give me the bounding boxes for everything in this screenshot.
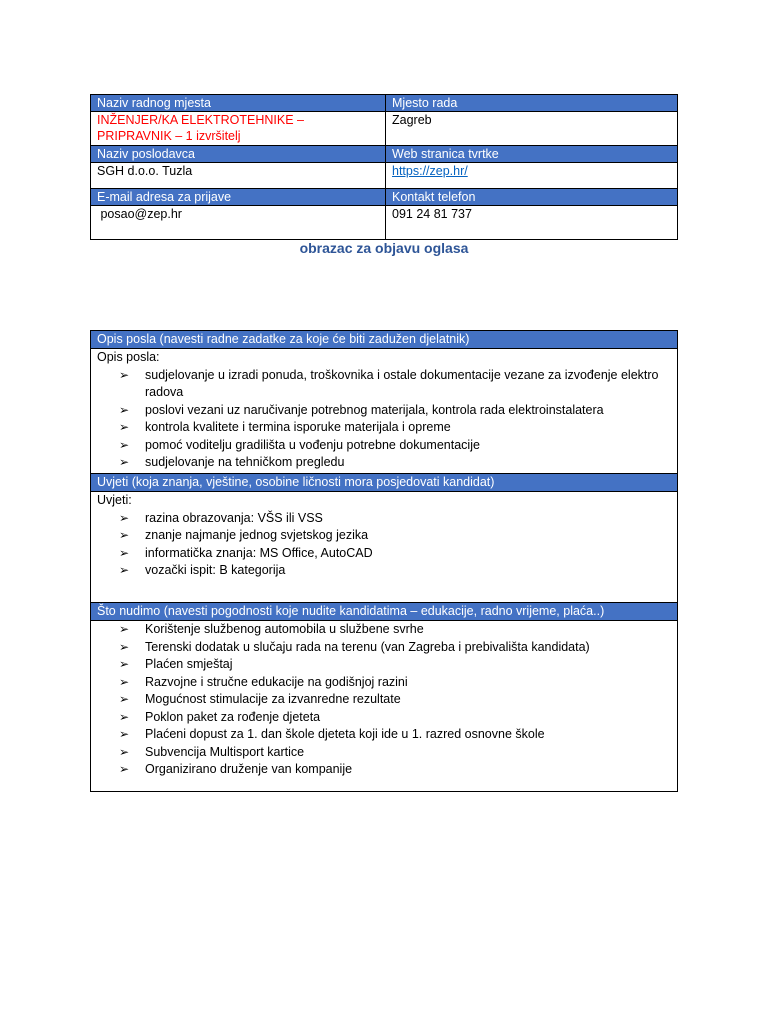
info-row-3-values <box>91 206 678 240</box>
location-value: Zagreb <box>386 112 678 146</box>
list-item: ➢ Korištenje službenog automobila u službene svrhe <box>119 621 671 639</box>
form-title: obrazac za objavu oglasa <box>299 240 469 256</box>
job-description-header-row <box>91 331 678 349</box>
requirements-label: Uvjeti: <box>97 493 132 507</box>
benefits-section <box>91 621 678 792</box>
list-item: ➢ Subvencija Multisport kartice <box>119 744 671 762</box>
website-cell <box>386 163 678 189</box>
job-description-header: Opis posla (navesti radne zadatke za koje će biti zadužen djelatnik) <box>91 331 678 349</box>
job-info-table <box>90 94 678 240</box>
job-description-section <box>91 349 678 474</box>
email-label: E-mail adresa za prijave <box>91 189 386 206</box>
list-item: ➢ Terenski dodatak u slučaju rada na terenu (van Zagreba i prebivališta kandidata) <box>119 639 671 657</box>
list-item: ➢ poslovi vezani uz naručivanje potrebnog materijala, kontrola rada elektroinstalatera <box>119 402 671 420</box>
job-details-table <box>90 330 678 792</box>
list-item: ➢ Plaćeni dopust za 1. dan škole djeteta koji ide u 1. razred osnovne škole <box>119 726 671 744</box>
list-item: ➢ informatička znanja: MS Office, AutoCAD <box>119 545 671 563</box>
job-description-list <box>97 367 671 472</box>
position-value: INŽENJER/KA ELEKTROTEHNIKE – PRIPRAVNIK – 1 izvršitelj <box>91 112 386 146</box>
info-row-2-values <box>91 163 678 189</box>
email-value <box>91 206 386 240</box>
list-item: ➢ Mogućnost stimulacije za izvanredne rezultate <box>119 691 671 709</box>
employer-label: Naziv poslodavca <box>91 146 386 163</box>
list-item: ➢ Razvojne i stručne edukacije na godišnjoj razini <box>119 674 671 692</box>
list-item: ➢ Organizirano druženje van kompanije <box>119 761 671 779</box>
requirements-header: Uvjeti (koja znanja, vještine, osobine ličnosti mora posjedovati kandidat) <box>91 474 678 492</box>
requirements-list <box>97 510 671 580</box>
info-row-1-values <box>91 112 678 146</box>
requirements-section <box>91 492 678 603</box>
list-item: ➢ sudjelovanje na tehničkom pregledu <box>119 454 671 472</box>
list-item: ➢ pomoć voditelju gradilišta u vođenju potrebne dokumentacije <box>119 437 671 455</box>
website-label: Web stranica tvrtke <box>386 146 678 163</box>
list-item: ➢ kontrola kvalitete i termina isporuke materijala i opreme <box>119 419 671 437</box>
job-description-label: Opis posla: <box>97 350 160 364</box>
info-row-1-header <box>91 95 678 112</box>
info-row-2-header <box>91 146 678 163</box>
benefits-header-row <box>91 603 678 621</box>
list-item: ➢ znanje najmanje jednog svjetskog jezika <box>119 527 671 545</box>
list-item: ➢ Plaćen smještaj <box>119 656 671 674</box>
requirements-header-row <box>91 474 678 492</box>
position-label: Naziv radnog mjesta <box>91 95 386 112</box>
list-item: ➢ razina obrazovanja: VŠS ili VSS <box>119 510 671 528</box>
info-row-3-header <box>91 189 678 206</box>
job-description-row <box>91 349 678 474</box>
phone-label: Kontakt telefon <box>386 189 678 206</box>
phone-value: 091 24 81 737 <box>386 206 678 240</box>
list-item: ➢ Poklon paket za rođenje djeteta <box>119 709 671 727</box>
list-item: ➢ vozački ispit: B kategorija <box>119 562 671 580</box>
benefits-header: Što nudimo (navesti pogodnosti koje nudite kandidatima – edukacije, radno vrijeme, plaća..) <box>91 603 678 621</box>
location-label: Mjesto rada <box>386 95 678 112</box>
requirements-row <box>91 492 678 603</box>
website-link[interactable]: https://zep.hr/ <box>392 164 468 178</box>
employer-value: SGH d.o.o. Tuzla <box>91 163 386 189</box>
benefits-list <box>97 621 671 779</box>
benefits-row <box>91 621 678 792</box>
list-item: ➢ sudjelovanje u izradi ponuda, troškovnika i ostale dokumentacije vezane za izvođenje elektro radova <box>119 367 671 402</box>
email-text: posao@zep.hr <box>100 207 182 221</box>
